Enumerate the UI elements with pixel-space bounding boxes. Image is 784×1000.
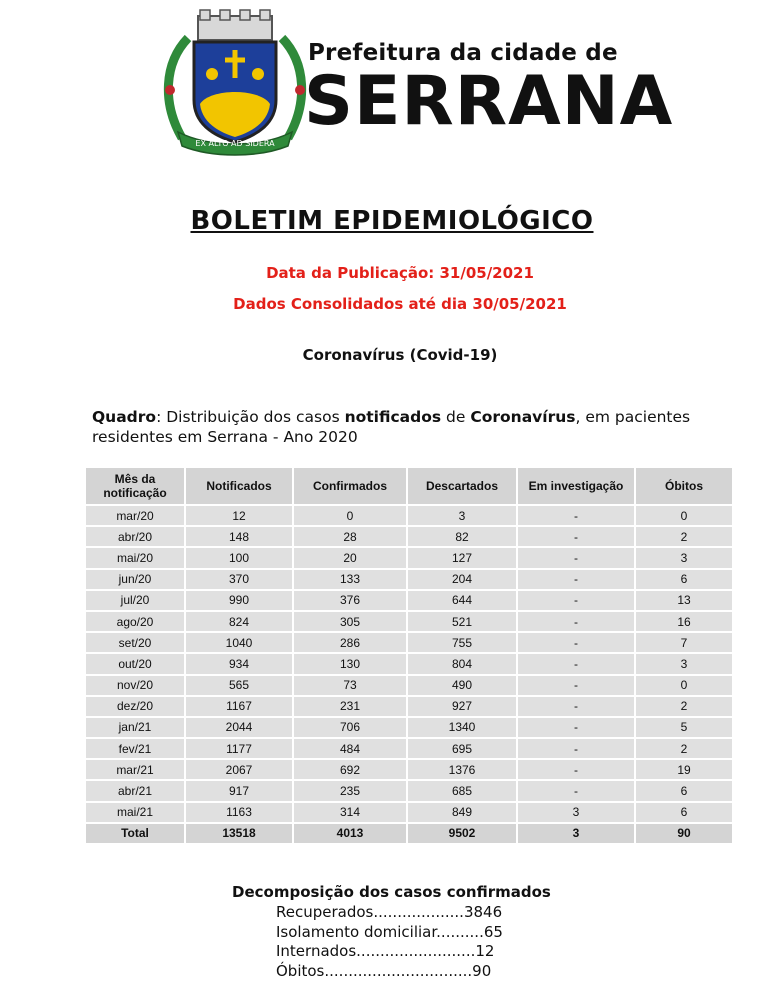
table-cell: 148 [186,527,292,546]
table-cell: 706 [294,718,406,737]
table-row [86,612,732,631]
table-row [86,676,732,695]
table-row [86,570,732,589]
table-cell: 127 [408,548,516,567]
table-row [86,548,732,567]
table-cell: 6 [636,803,732,822]
confirmed-breakdown [232,883,551,981]
table-cell: ago/20 [86,612,184,631]
table-cell: 927 [408,697,516,716]
table-cell: 7 [636,633,732,652]
table-cell: 2 [636,527,732,546]
table-cell: 0 [294,506,406,525]
table-cell: 314 [294,803,406,822]
table-cell: 231 [294,697,406,716]
table-cell: 0 [636,506,732,525]
table-row [86,803,732,822]
column-header: Em investigação [518,468,634,504]
breakdown-lines [232,903,551,981]
caption-text-3: , em pacientes residentes em Serrana - Ano 2020 [92,408,691,446]
table-cell: - [518,739,634,758]
table-row [86,781,732,800]
table-cell: out/20 [86,654,184,673]
table-cell: 370 [186,570,292,589]
caption-bold-2: Coronavírus [470,408,576,426]
subtitle: Coronavírus (Covid-19) [302,346,498,364]
table-cell: 305 [294,612,406,631]
table-cell: 0 [636,676,732,695]
table-row [86,739,732,758]
table-cell: 16 [636,612,732,631]
table-cell: mai/21 [86,803,184,822]
table-cell: mar/21 [86,760,184,779]
column-header: Mês da notificação [86,468,184,504]
table-cell: fev/21 [86,739,184,758]
table-row [86,591,732,610]
table-row [86,506,732,525]
table-cell: 3 [518,803,634,822]
table-cell: 3 [408,506,516,525]
table-cell: 82 [408,527,516,546]
table-cell: 685 [408,781,516,800]
table-cell: abr/21 [86,781,184,800]
table-cell: jan/21 [86,718,184,737]
table-cell: 804 [408,654,516,673]
consolidated-date: Dados Consolidados até dia 30/05/2021 [233,295,567,313]
table-cell: 521 [408,612,516,631]
table-cell: 755 [408,633,516,652]
table-cell: 5 [636,718,732,737]
table-row [86,654,732,673]
total-cell: 90 [636,824,732,843]
breakdown-line: Recuperados...................3846 [276,903,503,921]
table-cell: - [518,612,634,631]
table-cell: 2067 [186,760,292,779]
column-header: Óbitos [636,468,732,504]
table-cell: - [518,506,634,525]
breakdown-line: Internados.........................12 [276,942,495,960]
table-cell: 1376 [408,760,516,779]
table-cell: 824 [186,612,292,631]
table-header-row [86,468,732,504]
table-cell: 204 [408,570,516,589]
table-cell: 73 [294,676,406,695]
caption-text-2: de [441,408,471,426]
table-cell: 130 [294,654,406,673]
table-cell: dez/20 [86,697,184,716]
table-row [86,760,732,779]
brand-line-2: SERRANA [304,62,674,141]
table-cell: 6 [636,781,732,800]
table-cell: - [518,654,634,673]
table-cell: 133 [294,570,406,589]
table-cell: 286 [294,633,406,652]
logo-motto: EX ALTO AD SIDERA [195,139,275,148]
table-cell: 484 [294,739,406,758]
table-cell: mai/20 [86,548,184,567]
total-cell: 9502 [408,824,516,843]
table-cell: set/20 [86,633,184,652]
table-cell: - [518,781,634,800]
table-row [86,718,732,737]
column-header: Descartados [408,468,516,504]
table-cell: 1163 [186,803,292,822]
table-cell: 2 [636,697,732,716]
publication-date: Data da Publicação: 31/05/2021 [266,264,534,282]
caption-text-1: : Distribuição dos casos [156,408,345,426]
column-header: Confirmados [294,468,406,504]
coat-of-arms-logo [160,8,310,158]
table-cell: 100 [186,548,292,567]
table-cell: - [518,570,634,589]
table-cell: 3 [636,548,732,567]
table-row [86,633,732,652]
table-cell: 13 [636,591,732,610]
table-cell: 1340 [408,718,516,737]
breakdown-title: Decomposição dos casos confirmados [232,883,551,901]
table-cell: - [518,591,634,610]
table-cell: - [518,697,634,716]
table-cell: 695 [408,739,516,758]
table-cell: 490 [408,676,516,695]
table-cell: 20 [294,548,406,567]
caption-bold-1: notificados [344,408,442,426]
table-cell: 692 [294,760,406,779]
table-cell: 6 [636,570,732,589]
column-header: Notificados [186,468,292,504]
table-cell: - [518,633,634,652]
table-cell: 3 [636,654,732,673]
table-cell: 990 [186,591,292,610]
total-cell: Total [86,824,184,843]
table-cell: 28 [294,527,406,546]
table-cell: 1167 [186,697,292,716]
cases-table-container [84,466,734,845]
cases-table [84,466,734,845]
total-cell: 3 [518,824,634,843]
table-cell: nov/20 [86,676,184,695]
table-cell: - [518,760,634,779]
total-cell: 13518 [186,824,292,843]
table-caption [92,407,732,447]
table-cell: jul/20 [86,591,184,610]
table-cell: - [518,527,634,546]
table-cell: 12 [186,506,292,525]
table-cell: 2 [636,739,732,758]
table-cell: 644 [408,591,516,610]
brand-line-1: Prefeitura da cidade de [308,40,618,66]
table-cell: 849 [408,803,516,822]
table-cell: 934 [186,654,292,673]
table-cell: - [518,676,634,695]
table-cell: mar/20 [86,506,184,525]
table-cell: 19 [636,760,732,779]
table-cell: - [518,718,634,737]
total-cell: 4013 [294,824,406,843]
table-cell: - [518,548,634,567]
table-row [86,697,732,716]
caption-label: Quadro [92,408,157,426]
table-total-row [86,824,732,843]
table-cell: 565 [186,676,292,695]
breakdown-line: Isolamento domiciliar..........65 [276,922,503,941]
table-cell: 1040 [186,633,292,652]
table-cell: abr/20 [86,527,184,546]
breakdown-line: Óbitos...............................90 [276,961,492,980]
table-cell: 917 [186,781,292,800]
page-title: BOLETIM EPIDEMIOLÓGICO [190,206,594,236]
table-cell: jun/20 [86,570,184,589]
table-body [86,506,732,843]
table-cell: 376 [294,591,406,610]
table-cell: 1177 [186,739,292,758]
table-cell: 235 [294,781,406,800]
table-cell: 2044 [186,718,292,737]
table-row [86,527,732,546]
